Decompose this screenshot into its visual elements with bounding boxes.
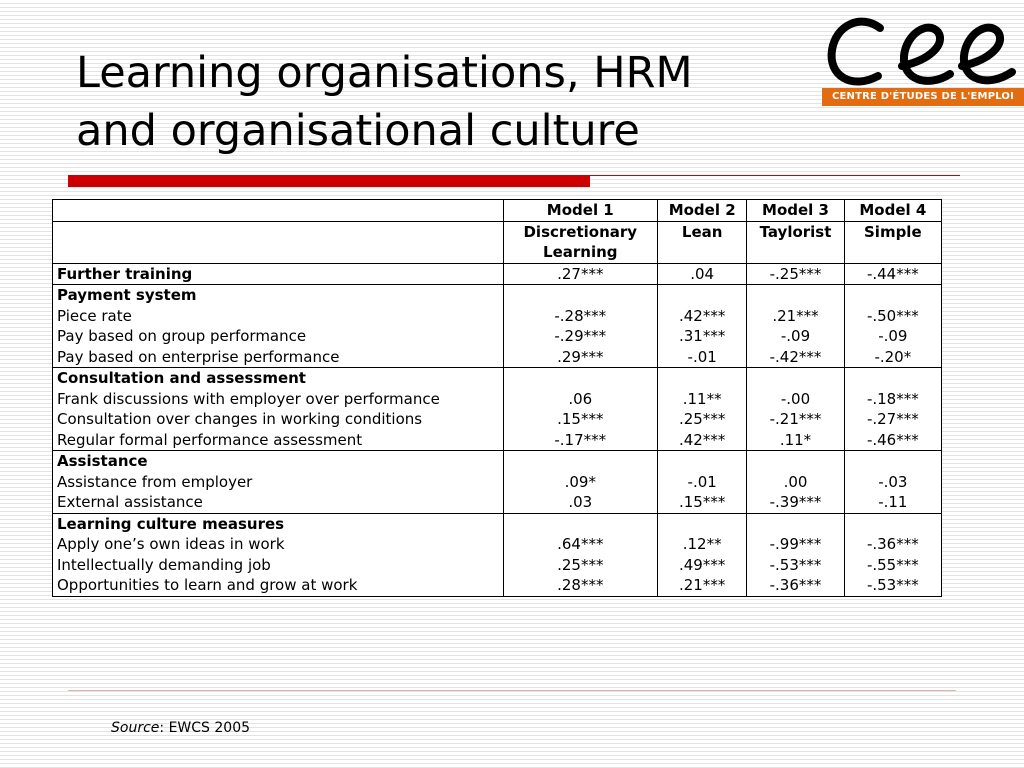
row-label: Piece rate xyxy=(57,306,132,325)
section-block xyxy=(53,451,942,514)
model-column-values xyxy=(658,451,747,514)
title-line-2: and organisational culture xyxy=(76,106,640,156)
cell-value: -.46*** xyxy=(866,430,919,449)
cell-value: .11** xyxy=(682,389,722,408)
cell-value: -.21*** xyxy=(769,410,822,428)
model-column-values xyxy=(658,368,747,451)
model-column-values xyxy=(844,368,941,451)
model-column-values xyxy=(503,263,658,285)
cell-value: -.29*** xyxy=(554,327,607,345)
source-note xyxy=(111,720,250,736)
slide-title xyxy=(76,44,796,160)
cell-value: .12** xyxy=(682,535,722,553)
cell-value: .15*** xyxy=(679,493,726,511)
cell-value: .15*** xyxy=(557,410,604,428)
model-name: Simple xyxy=(844,221,941,263)
table-body xyxy=(53,263,942,596)
model-name: Discretionary Learning xyxy=(503,221,658,263)
section-labels xyxy=(53,285,504,368)
cell-value: -.20* xyxy=(874,347,912,366)
cell-value: -.36*** xyxy=(769,576,822,594)
cell-value: .00 xyxy=(783,472,808,491)
section-block xyxy=(53,368,942,451)
model-column-values xyxy=(503,513,658,596)
section-header: Learning culture measures xyxy=(57,514,285,533)
cell-value: .09* xyxy=(564,472,596,491)
section-labels xyxy=(53,513,504,596)
model-name: Taylorist xyxy=(747,221,844,263)
model-column-values xyxy=(747,285,844,368)
row-label: Frank discussions with employer over performance xyxy=(57,389,440,408)
cell-value: .04 xyxy=(690,264,715,283)
row-label: Assistance from employer xyxy=(57,472,253,491)
section-labels xyxy=(53,451,504,514)
model-column-values xyxy=(658,285,747,368)
cell-value: .25*** xyxy=(679,410,726,428)
model-header: Model 3 xyxy=(747,200,844,222)
cell-value: -.01 xyxy=(687,472,717,491)
cell-value: -.36*** xyxy=(866,535,919,553)
section-labels xyxy=(53,368,504,451)
cell-value: -.39*** xyxy=(769,493,822,511)
logo-band: CENTRE D'ÉTUDES DE L'EMPLOI xyxy=(822,88,1024,106)
title-underline-thin xyxy=(590,175,960,176)
cell-value: -.25*** xyxy=(769,264,822,283)
model-column-values xyxy=(747,513,844,596)
cell-value: .21*** xyxy=(772,306,819,325)
cell-value: -.44*** xyxy=(866,264,919,283)
cell-value: .27*** xyxy=(557,264,604,283)
row-label: Regular formal performance assessment xyxy=(57,430,363,449)
model-column-values xyxy=(844,285,941,368)
section-labels xyxy=(53,263,504,285)
section-header: Payment system xyxy=(57,286,197,304)
model-name-row xyxy=(53,221,942,263)
section-block xyxy=(53,285,942,368)
model-column-values xyxy=(844,263,941,285)
model-column-values xyxy=(658,263,747,285)
footer-rule xyxy=(68,690,956,691)
cell-value: -.53*** xyxy=(866,576,919,594)
cell-value: .28*** xyxy=(557,576,604,594)
corner-cell xyxy=(53,221,504,263)
section-header: Further training xyxy=(57,264,193,283)
cell-value: -.09 xyxy=(780,327,811,345)
cell-value: -.11 xyxy=(878,493,908,511)
row-label: Opportunities to learn and grow at work xyxy=(57,576,358,594)
cell-value: -.03 xyxy=(878,472,908,491)
cell-value: -.42*** xyxy=(769,347,822,366)
cell-value: -.28*** xyxy=(554,306,607,325)
cell-value: .42*** xyxy=(679,306,726,325)
cell-value: .49*** xyxy=(679,555,726,574)
cell-value: .03 xyxy=(568,493,593,511)
model-column-values xyxy=(844,513,941,596)
cell-value: -.18*** xyxy=(866,389,919,408)
cell-value: .29*** xyxy=(557,347,604,366)
model-column-values xyxy=(658,513,747,596)
section-block xyxy=(53,513,942,596)
cell-value: .11* xyxy=(779,430,812,449)
cell-value: -.09 xyxy=(878,327,908,345)
model-header-row xyxy=(53,200,942,222)
cell-value: .42*** xyxy=(679,430,726,449)
cell-value: -.17*** xyxy=(554,430,607,449)
model-column-values xyxy=(747,451,844,514)
cell-value: .21*** xyxy=(679,576,726,594)
cell-value: .64*** xyxy=(557,535,604,553)
row-label: External assistance xyxy=(57,493,203,511)
cell-value: .25*** xyxy=(557,555,604,574)
row-label: Consultation over changes in working conditions xyxy=(57,410,423,428)
results-table xyxy=(52,199,942,597)
cell-value: .06 xyxy=(568,389,593,408)
section-header: Assistance xyxy=(57,452,148,470)
row-label: Apply one’s own ideas in work xyxy=(57,535,285,553)
title-line-1: Learning organisations, HRM xyxy=(76,48,693,98)
corner-cell xyxy=(53,200,504,222)
cell-value: -.01 xyxy=(687,347,717,366)
title-underline-red xyxy=(68,175,590,187)
model-name: Lean xyxy=(658,221,747,263)
cell-value: -.53*** xyxy=(769,555,822,574)
model-column-values xyxy=(747,263,844,285)
row-label: Pay based on enterprise performance xyxy=(57,347,340,366)
source-label: Source xyxy=(111,720,160,736)
row-label: Pay based on group performance xyxy=(57,327,307,345)
section-header: Consultation and assessment xyxy=(57,369,306,387)
model-column-values xyxy=(747,368,844,451)
model-column-values xyxy=(503,285,658,368)
source-text: : EWCS 2005 xyxy=(159,720,251,736)
cell-value: -.00 xyxy=(780,389,811,408)
model-column-values xyxy=(503,368,658,451)
cell-value: .31*** xyxy=(679,327,726,345)
cell-value: -.27*** xyxy=(866,410,919,428)
model-column-values xyxy=(844,451,941,514)
cell-value: -.55*** xyxy=(866,555,919,574)
model-header: Model 4 xyxy=(844,200,941,222)
cell-value: -.50*** xyxy=(866,306,919,325)
cell-value: -.99*** xyxy=(769,535,822,553)
model-header: Model 2 xyxy=(658,200,747,222)
model-header: Model 1 xyxy=(503,200,658,222)
row-label: Intellectually demanding job xyxy=(57,555,271,574)
section-block xyxy=(53,263,942,285)
model-column-values xyxy=(503,451,658,514)
